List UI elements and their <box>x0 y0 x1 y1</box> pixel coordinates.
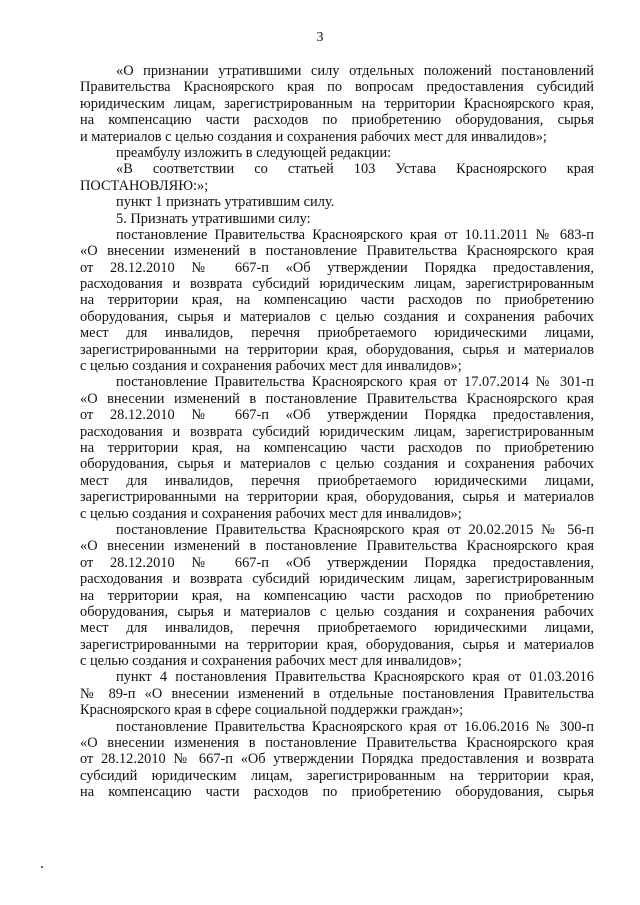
text-line: «В соответствии со статьей 103 Устава Красноярского края <box>116 161 594 178</box>
text-line: мест для инвалидов, перечня приобретаемого юридическими лицами, <box>80 472 594 489</box>
text-line: от 28.12.2010 № 667-п «Об утверждении Порядка предоставления, <box>80 259 594 276</box>
text-line: «О внесении изменений в постановление Правительства Красноярского края <box>80 390 594 407</box>
text-line: «О внесении изменений в постановление Правительства Красноярского края <box>80 538 594 555</box>
text-line: субсидий юридическим лицам, зарегистрированным на территории края, <box>80 767 594 784</box>
text-line: постановление Правительства Красноярского края от 10.11.2011 № 683-п <box>116 226 594 243</box>
page-number: 3 <box>316 30 324 45</box>
text-line: «О внесении изменений в постановление Правительства Красноярского края <box>80 243 594 260</box>
text-line: расходования и возврата субсидий юридическим лицам, зарегистрированным <box>80 423 594 440</box>
text-line: постановление Правительства Красноярского края от 20.02.2015 № 56-п <box>116 521 594 538</box>
text-line: Красноярского края в сфере социальной поддержки граждан»; <box>80 702 464 719</box>
text-line: с целью создания и сохранения рабочих мест для инвалидов»; <box>80 653 462 670</box>
text-line: от 28.12.2010 № 667-п «Об утверждении Порядка предоставления и возврата <box>80 751 594 768</box>
text-line: оборудования, сырья и материалов с целью создания и сохранения рабочих <box>80 456 594 473</box>
text-line: 5. Признать утратившими силу: <box>116 210 311 227</box>
text-line: расходования и возврата субсидий юридическим лицам, зарегистрированным <box>80 276 594 293</box>
text-line: постановление Правительства Красноярского края от 17.07.2014 № 301-п <box>116 374 594 391</box>
text-line: на территории края, на компенсацию части расходов по приобретению <box>80 292 594 309</box>
text-line: на компенсацию части расходов по приобретению оборудования, сырья <box>80 112 594 129</box>
text-line: с целью создания и сохранения рабочих мест для инвалидов»; <box>80 505 462 522</box>
text-line: пункт 4 постановления Правительства Красноярского края от 01.03.2016 <box>116 669 594 686</box>
text-line: «О признании утратившими силу отдельных положений постановлений <box>116 63 594 79</box>
text-line: № 89-п «О внесении изменений в отдельные постановления Правительства <box>80 685 594 702</box>
text-line: на компенсацию части расходов по приобретению оборудования, сырья <box>80 784 594 801</box>
text-line: зарегистрированными на территории края, оборудования, сырья и материалов <box>80 489 594 506</box>
text-line: пункт 1 признать утратившим силу. <box>116 194 335 211</box>
text-line: зарегистрированными на территории края, оборудования, сырья и материалов <box>80 636 594 653</box>
document-body <box>80 63 594 801</box>
text-line: юридическим лицам, зарегистрированным на территории Красноярского края, <box>80 95 594 112</box>
text-line: оборудования, сырья и материалов с целью создания и сохранения рабочих <box>80 308 594 325</box>
text-line: преамбулу изложить в следующей редакции: <box>116 144 392 161</box>
text-line: мест для инвалидов, перечня приобретаемого юридическими лицами, <box>80 620 594 637</box>
text-line: Правительства Красноярского края по вопросам предоставления субсидий <box>80 79 594 96</box>
text-line: зарегистрированными на территории края, оборудования, сырья и материалов <box>80 341 594 358</box>
text-line: постановление Правительства Красноярского края от 16.06.2016 № 300-п <box>116 718 594 735</box>
text-line: оборудования, сырья и материалов с целью создания и сохранения рабочих <box>80 603 594 620</box>
text-line: на территории края, на компенсацию части расходов по приобретению <box>80 439 594 456</box>
text-line: на территории края, на компенсацию части расходов по приобретению <box>80 587 594 604</box>
text-line: от 28.12.2010 № 667-п «Об утверждении Порядка предоставления, <box>80 554 594 571</box>
text-line: и материалов с целью создания и сохранения рабочих мест для инвалидов»; <box>80 128 547 145</box>
text-line: расходования и возврата субсидий юридическим лицам, зарегистрированным <box>80 571 594 588</box>
text-line: с целью создания и сохранения рабочих мест для инвалидов»; <box>80 358 462 375</box>
text-line: ПОСТАНОВЛЯЮ:»; <box>80 177 209 194</box>
scan-speck <box>41 866 43 868</box>
text-line: мест для инвалидов, перечня приобретаемого юридическими лицами, <box>80 325 594 342</box>
text-line: от 28.12.2010 № 667-п «Об утверждении Порядка предоставления, <box>80 407 594 424</box>
text-line: «О внесении изменения в постановление Правительства Красноярского края <box>80 735 594 752</box>
